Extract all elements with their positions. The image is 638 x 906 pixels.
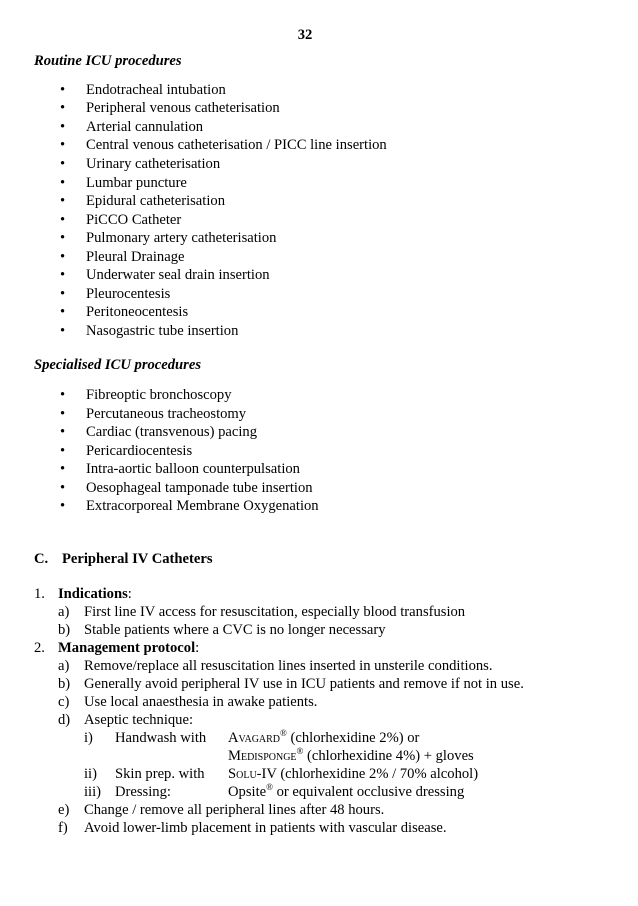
list-item: Pericardiocentesis	[86, 443, 193, 459]
bullet: •	[60, 323, 66, 339]
indications-title: Indications	[58, 586, 128, 602]
registered-mark: ®	[280, 728, 287, 739]
product-name: Avagard	[228, 730, 281, 746]
management-colon: :	[195, 640, 200, 656]
bullet: •	[60, 461, 66, 477]
bullet: •	[60, 286, 66, 302]
management-title: Management protocol	[58, 640, 196, 656]
aseptic-step-text: Handwash with	[115, 730, 207, 746]
list-item: Intra-aortic balloon counterpulsation	[86, 461, 300, 477]
bullet: •	[60, 100, 66, 116]
management-item: Remove/replace all resuscitation lines inserted in unsterile conditions.	[84, 658, 493, 674]
product-description: (chlorhexidine 4%) + gloves	[303, 748, 474, 764]
indications-number: 1.	[34, 586, 45, 602]
aseptic-step-value	[228, 747, 474, 766]
bullet: •	[60, 119, 66, 135]
item-label: e)	[58, 802, 70, 818]
management-item: Use local anaesthesia in awake patients.	[84, 694, 318, 710]
aseptic-step-value	[228, 765, 478, 784]
indication-item: First line IV access for resuscitation, especially blood transfusion	[84, 604, 466, 620]
item-label: a)	[58, 658, 70, 674]
item-label: a)	[58, 604, 70, 620]
management-number: 2.	[34, 640, 45, 656]
product-description: (chlorhexidine 2%) or	[286, 730, 420, 746]
list-item: Extracorporeal Membrane Oxygenation	[86, 498, 319, 514]
list-item: Percutaneous tracheostomy	[86, 406, 247, 422]
item-label: b)	[58, 622, 71, 638]
aseptic-step-value	[228, 783, 464, 802]
section-c-label: C.	[34, 551, 49, 567]
list-item: Pleural Drainage	[86, 249, 185, 265]
product-description: -IV (chlorhexidine 2% / 70% alcohol)	[256, 766, 479, 782]
list-item: Cardiac (transvenous) pacing	[86, 424, 258, 440]
product-description: or equivalent occlusive dressing	[272, 784, 465, 800]
list-item: PiCCO Catheter	[86, 212, 182, 228]
item-label: c)	[58, 694, 70, 710]
aseptic-step-text: Dressing:	[115, 784, 171, 800]
management-item: Change / remove all peripheral lines after 48 hours.	[84, 802, 385, 818]
bullet: •	[60, 443, 66, 459]
bullet: •	[60, 156, 66, 172]
aseptic-step-text: Skin prep. with	[115, 766, 205, 782]
item-label: d)	[58, 712, 71, 728]
bullet: •	[60, 212, 66, 228]
bullet: •	[60, 249, 66, 265]
list-item: Endotracheal intubation	[86, 82, 226, 98]
list-item: Lumbar puncture	[86, 175, 187, 191]
list-item: Peritoneocentesis	[86, 304, 189, 320]
indications-heading	[58, 585, 132, 604]
list-item: Fibreoptic bronchoscopy	[86, 387, 232, 403]
bullet: •	[60, 230, 66, 246]
indications-colon: :	[127, 586, 132, 602]
bullet: •	[60, 387, 66, 403]
routine-procedures-heading: Routine ICU procedures	[34, 53, 182, 69]
bullet: •	[60, 406, 66, 422]
section-c-title: Peripheral IV Catheters	[62, 551, 213, 567]
list-item: Central venous catheterisation / PICC line insertion	[86, 137, 387, 153]
list-item: Pulmonary artery catheterisation	[86, 230, 277, 246]
roman-label: i)	[84, 730, 93, 746]
item-label: f)	[58, 820, 68, 836]
aseptic-step-value	[228, 729, 419, 748]
bullet: •	[60, 137, 66, 153]
bullet: •	[60, 267, 66, 283]
management-heading	[58, 639, 199, 658]
bullet: •	[60, 193, 66, 209]
indication-item: Stable patients where a CVC is no longer necessary	[84, 622, 386, 638]
list-item: Nasogastric tube insertion	[86, 323, 239, 339]
product-name: Opsite	[228, 784, 267, 800]
bullet: •	[60, 82, 66, 98]
list-item: Urinary catheterisation	[86, 156, 221, 172]
list-item: Arterial cannulation	[86, 119, 204, 135]
product-name: Medisponge	[228, 748, 297, 764]
bullet: •	[60, 304, 66, 320]
roman-label: ii)	[84, 766, 97, 782]
product-name: Solu	[228, 766, 257, 782]
page-number: 32	[297, 27, 313, 43]
management-item: Generally avoid peripheral IV use in ICU patients and remove if not in use.	[84, 676, 524, 692]
list-item: Underwater seal drain insertion	[86, 267, 270, 283]
bullet: •	[60, 175, 66, 191]
list-item: Oesophageal tamponade tube insertion	[86, 480, 313, 496]
management-item: Aseptic technique:	[84, 712, 194, 728]
bullet: •	[60, 498, 66, 514]
specialised-procedures-heading: Specialised ICU procedures	[34, 357, 202, 373]
management-item: Avoid lower-limb placement in patients with vascular disease.	[84, 820, 447, 836]
item-label: b)	[58, 676, 71, 692]
registered-mark: ®	[266, 782, 273, 793]
registered-mark: ®	[296, 746, 304, 757]
list-item: Pleurocentesis	[86, 286, 171, 302]
bullet: •	[60, 480, 66, 496]
list-item: Epidural catheterisation	[86, 193, 225, 209]
bullet: •	[60, 424, 66, 440]
roman-label: iii)	[84, 784, 102, 800]
list-item: Peripheral venous catheterisation	[86, 100, 280, 116]
